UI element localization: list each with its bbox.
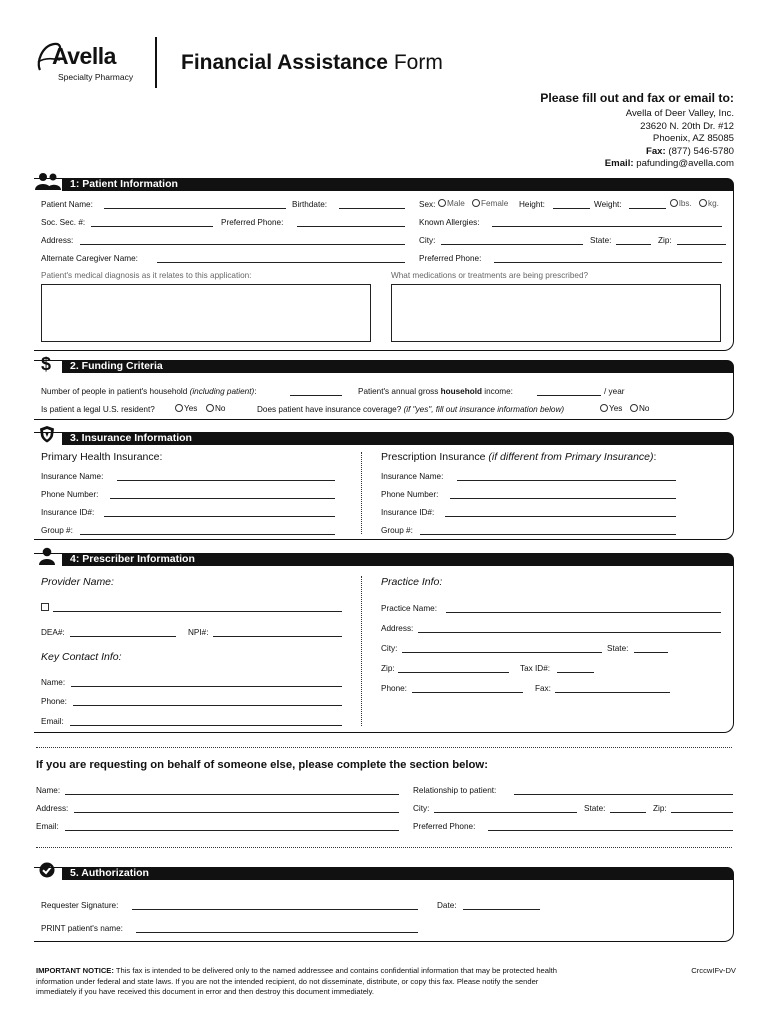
behalf-name-label: Name: bbox=[36, 786, 61, 795]
form-title bbox=[181, 51, 443, 75]
tax-id-label: Tax ID#: bbox=[520, 664, 551, 673]
practice-phone-field[interactable] bbox=[412, 692, 523, 693]
section2-header: 2. Funding Criteria bbox=[62, 360, 734, 373]
weight-label: Weight: bbox=[594, 200, 622, 209]
notice-line-1 bbox=[36, 966, 636, 977]
notice-text-2: information under federal and state laws. If you are not the intended recipient, do not disseminate, distribute, or copy this fax. Please notify the sender bbox=[36, 976, 539, 986]
behalf-state-field[interactable] bbox=[610, 812, 646, 813]
behalf-state-label: State: bbox=[584, 804, 606, 813]
primary-insurance-heading: Primary Health Insurance: bbox=[41, 451, 163, 463]
resident-label: Is patient a legal U.S. resident? bbox=[41, 405, 155, 414]
section5-box bbox=[34, 867, 734, 942]
ssn-label: Soc. Sec. #: bbox=[41, 218, 86, 227]
income-text-a: Patient's annual gross bbox=[358, 387, 441, 396]
practice-address-label: Address: bbox=[381, 624, 414, 633]
contact-heading: Please fill out and fax or email to: bbox=[540, 91, 734, 105]
resident-yes-option[interactable] bbox=[175, 404, 197, 413]
medications-label: What medications or treatments are being prescribed? bbox=[391, 271, 589, 280]
insurance-question-text: Does patient have insurance coverage? bbox=[257, 405, 402, 414]
header-divider bbox=[155, 37, 157, 88]
contact-city: Phoenix, AZ 85085 bbox=[652, 133, 734, 144]
insurance-question bbox=[257, 405, 564, 414]
ins-phone-label: Phone Number: bbox=[41, 490, 99, 499]
practice-city-field[interactable] bbox=[402, 652, 602, 653]
insurance-no-radio[interactable] bbox=[630, 404, 638, 412]
address-label: Address: bbox=[41, 236, 74, 245]
section5-header: 5. Authorization bbox=[62, 867, 734, 880]
height-label: Height: bbox=[519, 200, 545, 209]
contact-street: 23620 N. 20th Dr. #12 bbox=[640, 120, 734, 132]
caregiver-label: Alternate Caregiver Name: bbox=[41, 254, 138, 263]
practice-zip-label: Zip: bbox=[381, 664, 395, 673]
weight-field[interactable] bbox=[629, 208, 666, 209]
insurance-no-option[interactable] bbox=[630, 404, 649, 413]
income-text-b: household bbox=[440, 387, 482, 396]
behalf-city-field[interactable] bbox=[434, 812, 577, 813]
practice-zip-field[interactable] bbox=[398, 672, 509, 673]
household-colon: : bbox=[254, 387, 257, 396]
group2-label: Group #: bbox=[381, 526, 413, 535]
diagnosis-textarea[interactable] bbox=[41, 284, 371, 342]
sex-male-option[interactable] bbox=[438, 199, 465, 208]
diagnosis-label: Patient's medical diagnosis as it relates to this application: bbox=[41, 271, 252, 280]
logo-brand: Avella bbox=[52, 43, 116, 69]
allergies-label: Known Allergies: bbox=[419, 218, 480, 227]
contact-email-row bbox=[540, 158, 734, 171]
insurance-no-label: No bbox=[639, 404, 650, 413]
practice-state-label: State: bbox=[607, 644, 629, 653]
sex-female-option[interactable] bbox=[472, 199, 508, 208]
ins-name-field[interactable] bbox=[117, 480, 335, 481]
ins-name2-label: Insurance Name: bbox=[381, 472, 444, 481]
contact-fax-label: Fax: bbox=[645, 145, 666, 157]
preferred-phone2-field[interactable] bbox=[494, 262, 722, 263]
preferred-phone2-label: Preferred Phone: bbox=[419, 254, 482, 263]
patient-name-label: Patient Name: bbox=[41, 200, 93, 209]
lbs-option[interactable] bbox=[670, 199, 692, 208]
city-field[interactable] bbox=[441, 244, 583, 245]
provider-checkbox[interactable] bbox=[41, 603, 49, 611]
contact-email: pafunding@avella.com bbox=[633, 158, 734, 169]
height-field[interactable] bbox=[553, 208, 590, 209]
relationship-label: Relationship to patient: bbox=[413, 786, 497, 795]
resident-yes-radio[interactable] bbox=[175, 404, 183, 412]
practice-state-field[interactable] bbox=[634, 652, 668, 653]
patient-name-field[interactable] bbox=[104, 208, 286, 209]
income-field[interactable] bbox=[537, 395, 601, 396]
practice-fax-field[interactable] bbox=[555, 692, 670, 693]
print-name-field[interactable] bbox=[136, 932, 418, 933]
section1-header: 1: Patient Information bbox=[62, 178, 734, 191]
ins-phone2-field[interactable] bbox=[450, 498, 676, 499]
behalf-address-field[interactable] bbox=[74, 812, 399, 813]
ins-id2-label: Insurance ID#: bbox=[381, 508, 435, 517]
resident-yes-label: Yes bbox=[184, 404, 198, 413]
ins-phone2-label: Phone Number: bbox=[381, 490, 439, 499]
npi-field[interactable] bbox=[213, 636, 342, 637]
contact-email-label: Email: bbox=[604, 158, 634, 169]
practice-heading: Practice Info: bbox=[381, 576, 443, 588]
date-label: Date: bbox=[437, 901, 457, 910]
ins-id-label: Insurance ID#: bbox=[41, 508, 95, 517]
practice-name-label: Practice Name: bbox=[381, 604, 437, 613]
group-field[interactable] bbox=[80, 534, 335, 535]
section3-header: 3. Insurance Information bbox=[62, 432, 734, 445]
important-notice bbox=[36, 966, 636, 998]
contact-name-field[interactable] bbox=[71, 686, 342, 687]
section4-divider bbox=[361, 576, 362, 726]
kg-option[interactable] bbox=[699, 199, 719, 208]
notice-text-3: immediately if you have received this document in error and then destroy this document immediately. bbox=[36, 987, 374, 996]
contact-block bbox=[540, 90, 734, 171]
income-label bbox=[358, 387, 513, 396]
key-contact-heading: Key Contact Info: bbox=[41, 651, 122, 663]
prescription-insurance-colon: : bbox=[653, 451, 657, 463]
male-radio[interactable] bbox=[438, 199, 446, 207]
contact-phone-field[interactable] bbox=[73, 705, 342, 706]
practice-city-label: City: bbox=[381, 644, 398, 653]
behalf-email-label: Email: bbox=[36, 822, 59, 831]
section3-divider bbox=[361, 452, 362, 534]
practice-fax-label: Fax: bbox=[535, 684, 551, 693]
behalf-heading: If you are requesting on behalf of someone else, please complete the section below: bbox=[36, 759, 488, 771]
household-field[interactable] bbox=[290, 395, 342, 396]
contact-fax-row bbox=[540, 146, 734, 159]
contact-name: Avella of Deer Valley, Inc. bbox=[625, 108, 734, 119]
contact-email-field[interactable] bbox=[70, 725, 342, 726]
ins-name-label: Insurance Name: bbox=[41, 472, 104, 481]
male-label: Male bbox=[447, 199, 465, 208]
resident-no-option[interactable] bbox=[206, 404, 225, 413]
contact-email-label: Email: bbox=[41, 717, 64, 726]
behalf-bottom-divider bbox=[36, 847, 732, 848]
female-label: Female bbox=[481, 199, 509, 208]
behalf-phone-label: Preferred Phone: bbox=[413, 822, 476, 831]
medications-textarea[interactable] bbox=[391, 284, 721, 342]
behalf-city-label: City: bbox=[413, 804, 430, 813]
allergies-field[interactable] bbox=[492, 226, 722, 227]
lbs-radio[interactable] bbox=[670, 199, 678, 207]
form-title-bold: Financial Assistance bbox=[181, 51, 388, 74]
behalf-email-field[interactable] bbox=[65, 830, 399, 831]
birthdate-field[interactable] bbox=[339, 208, 405, 209]
npi-label: NPI#: bbox=[188, 628, 209, 637]
prescription-insurance-note: (if different from Primary Insurance) bbox=[488, 451, 654, 463]
ins-id-field[interactable] bbox=[104, 516, 335, 517]
prescription-insurance-text: Prescription Insurance bbox=[381, 451, 489, 463]
insurance-yes-option[interactable] bbox=[600, 404, 622, 413]
insurance-question-note: (if "yes", fill out insurance information below) bbox=[401, 405, 565, 414]
household-label bbox=[41, 387, 257, 396]
state-field[interactable] bbox=[616, 244, 651, 245]
income-text-c: income: bbox=[481, 387, 513, 396]
practice-phone-label: Phone: bbox=[381, 684, 407, 693]
insurance-yes-radio[interactable] bbox=[600, 404, 608, 412]
household-note: (including patient) bbox=[189, 387, 255, 396]
section4-header: 4: Prescriber Information bbox=[62, 553, 734, 566]
resident-no-radio[interactable] bbox=[206, 404, 214, 412]
tax-id-field[interactable] bbox=[557, 672, 594, 673]
behalf-address-label: Address: bbox=[36, 804, 69, 813]
logo bbox=[34, 40, 144, 86]
preferred-phone-label: Preferred Phone: bbox=[221, 218, 284, 227]
group2-field[interactable] bbox=[420, 534, 676, 535]
dea-label: DEA#: bbox=[41, 628, 65, 637]
practice-name-field[interactable] bbox=[446, 612, 721, 613]
address-field[interactable] bbox=[80, 244, 405, 245]
behalf-zip-label: Zip: bbox=[653, 804, 667, 813]
female-radio[interactable] bbox=[472, 199, 480, 207]
contact-phone-label: Phone: bbox=[41, 697, 67, 706]
behalf-zip-field[interactable] bbox=[671, 812, 733, 813]
insurance-yes-label: Yes bbox=[609, 404, 623, 413]
prescription-insurance-heading bbox=[381, 451, 656, 463]
zip-field[interactable] bbox=[677, 244, 726, 245]
city-label: City: bbox=[419, 236, 436, 245]
section3-box bbox=[34, 432, 734, 540]
ins-phone-field[interactable] bbox=[110, 498, 335, 499]
preferred-phone-field[interactable] bbox=[297, 226, 405, 227]
dea-field[interactable] bbox=[70, 636, 176, 637]
signature-label: Requester Signature: bbox=[41, 901, 119, 910]
kg-label: kg. bbox=[708, 199, 719, 208]
ssn-field[interactable] bbox=[91, 226, 213, 227]
contact-name-label: Name: bbox=[41, 678, 66, 687]
behalf-name-field[interactable] bbox=[65, 794, 399, 795]
lbs-label: lbs. bbox=[679, 199, 692, 208]
birthdate-label: Birthdate: bbox=[292, 200, 328, 209]
ins-id2-field[interactable] bbox=[445, 516, 676, 517]
print-name-label: PRINT patient's name: bbox=[41, 924, 123, 933]
sex-label: Sex: bbox=[419, 200, 436, 209]
svg-text:$: $ bbox=[41, 354, 52, 372]
zip-label: Zip: bbox=[658, 236, 672, 245]
signature-field[interactable] bbox=[132, 909, 418, 910]
notice-text-1: This fax is intended to be delivered only to the named addressee and contains confidential information that may be protected health bbox=[113, 966, 558, 975]
ins-name2-field[interactable] bbox=[457, 480, 676, 481]
provider-heading: Provider Name: bbox=[41, 576, 114, 588]
per-year-label: / year bbox=[604, 387, 625, 396]
provider-name-field[interactable] bbox=[53, 611, 342, 612]
kg-radio[interactable] bbox=[699, 199, 707, 207]
notice-label: IMPORTANT NOTICE: bbox=[36, 966, 114, 975]
caregiver-field[interactable] bbox=[157, 262, 405, 263]
form-title-regular: Form bbox=[387, 51, 443, 74]
resident-no-label: No bbox=[215, 404, 226, 413]
contact-fax: (877) 546-5780 bbox=[665, 145, 734, 157]
state-label: State: bbox=[590, 236, 612, 245]
logo-tagline: Specialty Pharmacy bbox=[58, 72, 134, 82]
date-field[interactable] bbox=[463, 909, 540, 910]
relationship-field[interactable] bbox=[514, 794, 733, 795]
behalf-top-divider bbox=[36, 747, 732, 748]
form-code: CrccwIFv-DV bbox=[691, 966, 736, 975]
practice-address-field[interactable] bbox=[418, 632, 721, 633]
behalf-phone-field[interactable] bbox=[488, 830, 733, 831]
group-label: Group #: bbox=[41, 526, 73, 535]
household-text: Number of people in patient's household bbox=[41, 387, 190, 396]
